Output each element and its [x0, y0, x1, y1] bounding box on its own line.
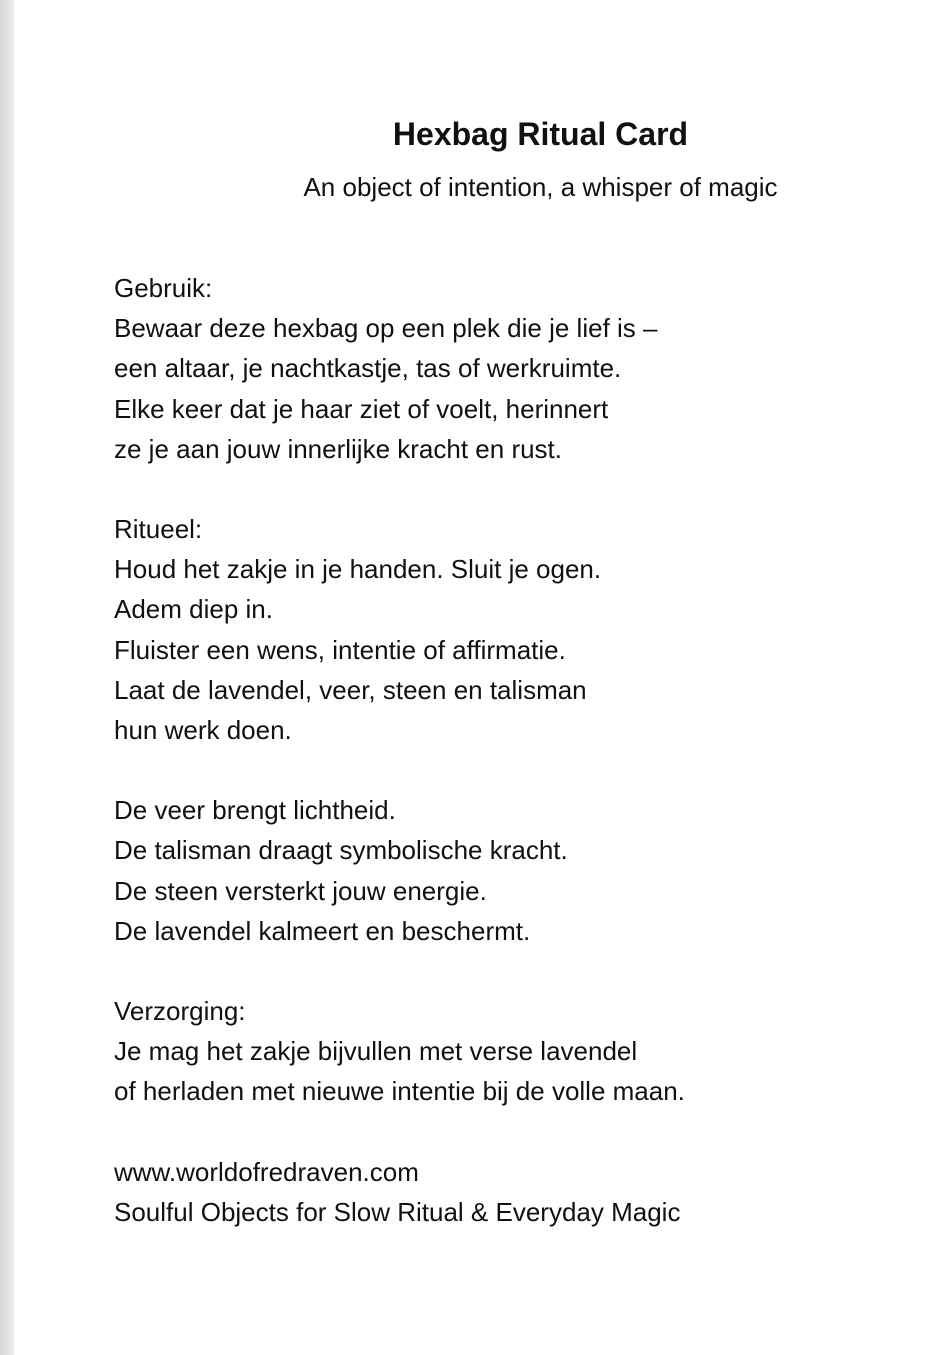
tagline: Soulful Objects for Slow Ritual & Everyday Magic	[114, 1196, 681, 1227]
ritual-line: Laat de lavendel, veer, steen en talisman	[114, 674, 587, 705]
card-title: Hexbag Ritual Card	[392, 116, 689, 152]
website-link[interactable]: www.worldofredraven.com	[114, 1156, 419, 1187]
care-line: of herladen met nieuwe intentie bij de volle maan.	[114, 1076, 685, 1107]
usage-line: Bewaar deze hexbag op een plek die je lief is –	[114, 313, 658, 344]
care-line: Je mag het zakje bijvullen met verse lavendel	[114, 1036, 638, 1067]
card-subtitle: An object of intention, a whisper of magic	[303, 172, 778, 202]
usage-section	[114, 268, 894, 469]
usage-line: een altaar, je nachtkastje, tas of werkruimte.	[114, 353, 622, 384]
usage-line: Elke keer dat je haar ziet of voelt, herinnert	[114, 393, 609, 424]
meanings-section	[114, 790, 894, 951]
care-section	[114, 991, 894, 1112]
ritual-line: Adem diep in.	[114, 594, 273, 625]
care-heading: Verzorging:	[114, 996, 246, 1027]
page-edge	[0, 0, 14, 1355]
ritual-heading: Ritueel:	[114, 514, 203, 545]
document-page	[14, 0, 947, 1355]
ritual-line: Houd het zakje in je handen. Sluit je ogen.	[114, 554, 602, 585]
ritual-section	[114, 509, 894, 750]
usage-heading: Gebruik:	[114, 273, 213, 303]
ritual-line: Fluister een wens, intentie of affirmatie.	[114, 634, 566, 665]
meaning-line: De veer brengt lichtheid.	[114, 795, 396, 826]
card-body	[114, 268, 894, 1272]
usage-line: ze je aan jouw innerlijke kracht en rust.	[114, 433, 563, 464]
meaning-line: De lavendel kalmeert en beschermt.	[114, 915, 531, 946]
meaning-line: De talisman draagt symbolische kracht.	[114, 835, 568, 866]
meaning-line: De steen versterkt jouw energie.	[114, 875, 487, 906]
ritual-line: hun werk doen.	[114, 715, 292, 746]
footer-section	[114, 1152, 894, 1232]
